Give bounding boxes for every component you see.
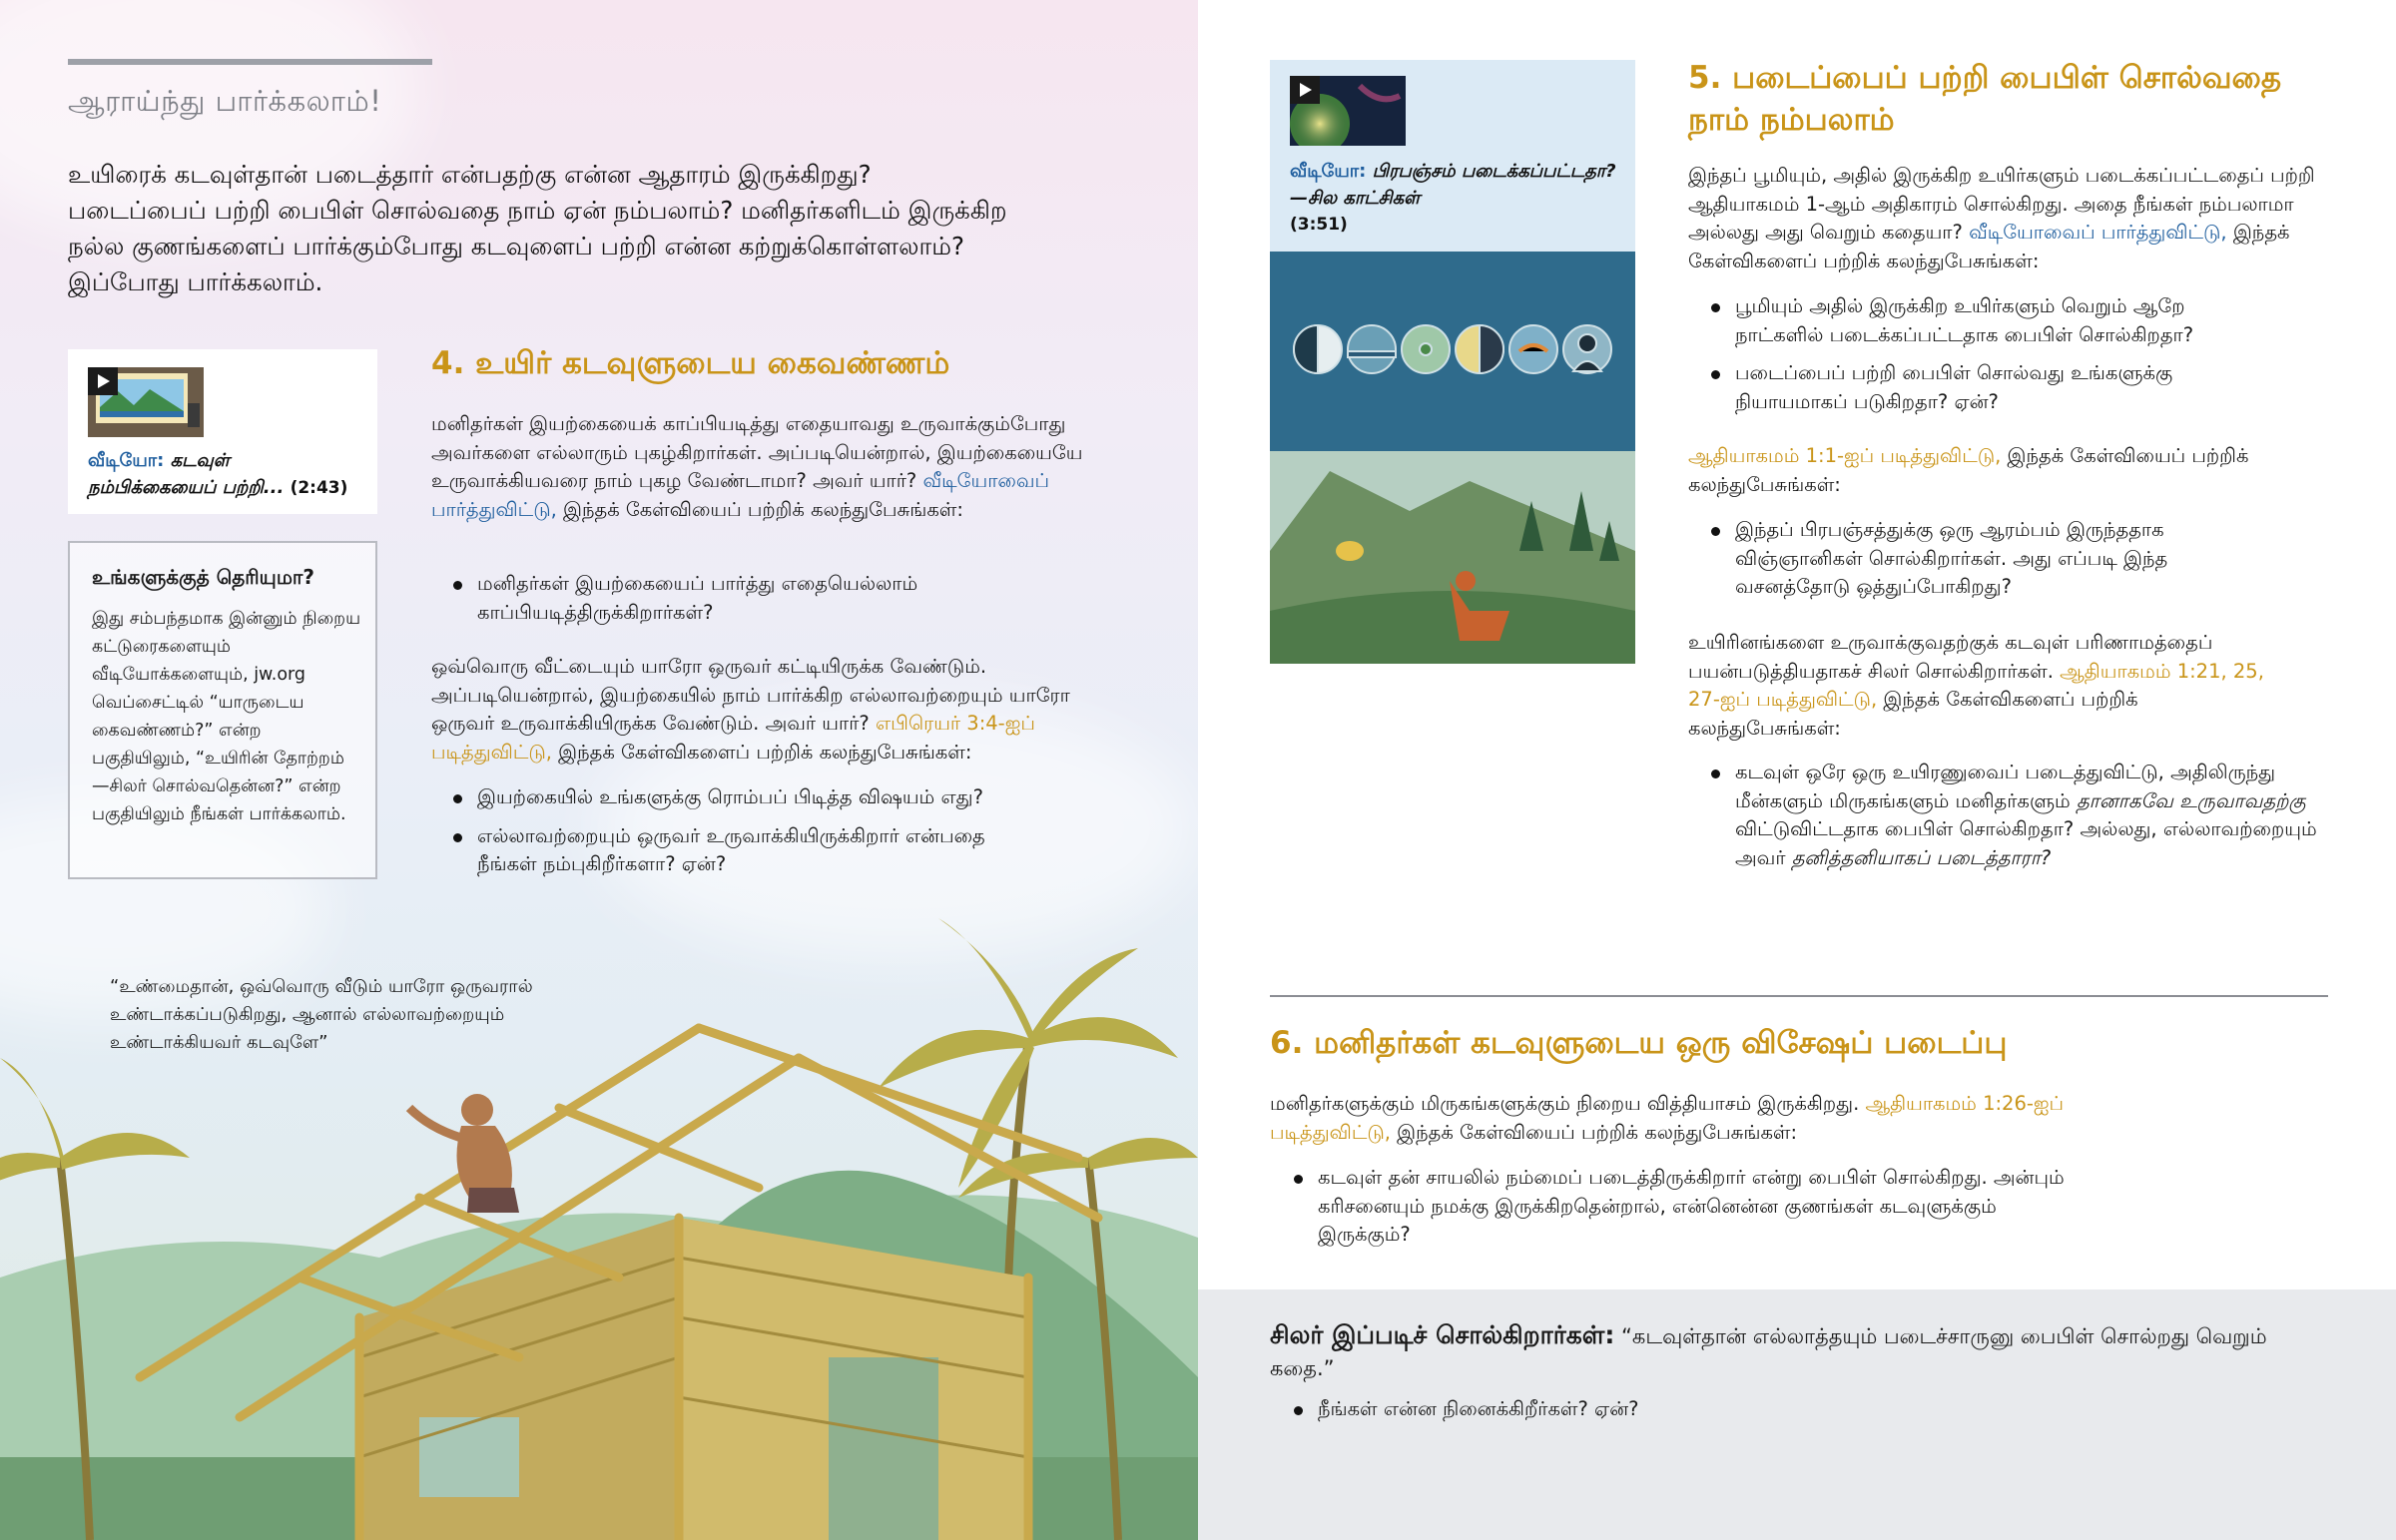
watch-video-link[interactable]: வீடியோவைப் பார்த்துவிட்டு, [431, 469, 1050, 521]
section-6-title: 6. மனிதர்கள் கடவுளுடைய ஒரு விசேஷப் படைப்பு [1270, 1025, 2008, 1061]
section-4-paragraph-1 [431, 410, 1120, 524]
bullet-item: பூமியும் அதில் இருக்கிற உயிர்களும் வெறும் ஆறே நாட்களில் படைக்கப்பட்டதாக பைபிள் சொல்கிறதா? [1705, 292, 2264, 349]
s4-p2-end: இந்தக் கேள்விகளைப் பற்றிக் கலந்துபேசுங்கள்: [558, 740, 972, 764]
section-5-bullets-2 [1705, 516, 2264, 612]
s6-p1-end: இந்தக் கேள்வியைப் பற்றிக் கலந்துபேசுங்கள்: [1397, 1120, 1798, 1144]
objection-box [1198, 1289, 2396, 1540]
b3i1: தானாகவே உருவாவதற்கு [2076, 788, 2306, 812]
section-4-title: 4. உயிர் கடவுளுடைய கைவண்ணம் [431, 345, 950, 381]
objection-text: “கடவுள்தான் எல்லாத்தயும் படைச்சாருனு பைபிள் சொல்றது வெறும் கதை.” [1270, 1324, 2267, 1380]
s5-p2-end: இந்தக் கேள்வியைப் பற்றிக் கலந்துபேசுங்கள்: [1688, 444, 2249, 496]
video-card-universe[interactable] [1270, 60, 1635, 664]
s5-p1-text: இந்தப் பூமியும், அதில் இருக்கிற உயிர்களும் படைக்கப்பட்டதைப் பற்றி ஆதியாகமம் 1-ஆம் அதிகாரம் சொல்கிறது. அதை நீங்கள் நம்பலாமா அல்லது அது வெறும் கதையா? [1688, 164, 2315, 244]
video-title: பிரபஞ்சம் படைக்கப்பட்டதா?—சில காட்சிகள் [1290, 161, 1616, 209]
scripture-link-genesis-1-26[interactable]: ஆதியாகமம் 1:26-ஐப் படித்துவிட்டு, [1270, 1092, 2065, 1144]
section-5-paragraph-2 [1688, 442, 2327, 499]
bullet-item: படைப்பைப் பற்றி பைபிள் சொல்வது உங்களுக்கு நியாயமாகப் படுகிறதா? ஏன்? [1705, 359, 2264, 416]
section-6-bullets [1288, 1164, 2067, 1260]
section-6-paragraph [1270, 1090, 2168, 1147]
objection-label: சிலர் இப்படிச் சொல்கிறார்கள்: [1270, 1320, 1615, 1349]
bamboo-house-illustration [0, 858, 1198, 1540]
bullet-item: இயற்கையில் உங்களுக்கு ரொம்பப் பிடித்த விஷயம் எது? [447, 783, 1046, 812]
video-prefix: வீடியோ: [88, 450, 165, 471]
did-you-know-box [68, 541, 377, 879]
play-icon[interactable] [88, 367, 118, 395]
s6-p1-text: மனிதர்களுக்கும் மிருகங்களுக்கும் நிறைய வித்தியாசம் இருக்கிறது. [1270, 1092, 1860, 1115]
video-title: கடவுள் நம்பிக்கையைப் பற்றி... [88, 450, 285, 498]
bullet-item: கடவுள் தன் சாயலில் நம்மைப் படைத்திருக்கிறார் என்று பைபிள் சொல்கிறது. அன்பும் கரிசனையும் நமக்கு இருக்கிறதென்றால், என்னென்ன குணங்கள் கடவுளுக்கும் இருக்கும்? [1288, 1164, 2067, 1250]
scripture-link-genesis-1-21[interactable]: ஆதியாகமம் 1:21, 25, 27-ஐப் படித்துவிட்டு, [1688, 659, 2264, 711]
bullet-item [1705, 759, 2334, 872]
s4-p1-text: மனிதர்கள் இயற்கையைக் காப்பியடித்து எதையாவது உருவாக்கும்போது அவர்களை எல்லாரும் புகழ்கிறார்கள். அப்படியென்றால், இயற்கையையே உருவாக்கியவரை நாம் புகழ வேண்டாமா? அவர் யார்? [431, 412, 1083, 492]
scripture-link-genesis-1-1[interactable]: ஆதியாகமம் 1:1-ஐப் படித்துவிட்டு, [1688, 444, 2002, 467]
s4-p2-text: ஒவ்வொரு வீட்டையும் யாரோ ஒருவர் கட்டியிருக்க வேண்டும். அப்படியென்றால், இயற்கையில் நாம் பார்க்கிற எல்லாவற்றையும் யாரோ ஒருவர் உருவாக்கியிருக்க வேண்டும். அவர் யார்? [431, 655, 1070, 735]
section-divider [1270, 995, 2328, 997]
bullet-item: மனிதர்கள் இயற்கையைப் பார்த்து எதையெல்லாம் காப்பியடித்திருக்கிறார்கள்? [447, 570, 1006, 627]
video-duration: (2:43) [290, 478, 348, 498]
section-5-bullets-1 [1705, 292, 2264, 426]
section-4-paragraph-2 [431, 653, 1120, 767]
video-duration: (3:51) [1290, 215, 1348, 235]
bullet-item: நீங்கள் என்ன நினைக்கிறீர்கள்? ஏன்? [1288, 1395, 1887, 1424]
play-icon[interactable] [1290, 76, 1320, 104]
did-you-know-title: உங்களுக்குத் தெரியுமா? [92, 565, 314, 589]
b3i2: தனித்தனியாகப் படைத்தாரா? [1791, 845, 2052, 869]
b3b: விட்டுவிட்டதாக பைபிள் சொல்கிறதா? அல்லது, எல்லாவற்றையும் அவர் [1735, 817, 2317, 869]
kicker-heading: ஆராய்ந்து பார்க்கலாம்! [68, 84, 382, 118]
section-5-bullets-3 [1705, 759, 2334, 882]
scripture-quote: “உண்மைதான், ஒவ்வொரு வீடும் யாரோ ஒருவரால் உண்டாக்கப்படுகிறது, ஆனால் எல்லாவற்றையும் உண்டாக்கியவர் கடவுளே” [110, 976, 533, 1053]
kicker-rule [68, 59, 432, 65]
video-prefix: வீடியோ: [1290, 161, 1367, 182]
video-card-faith[interactable] [68, 349, 377, 514]
did-you-know-text: இது சம்பந்தமாக இன்னும் நிறைய கட்டுரைகளையும் வீடியோக்களையும், jw.org வெப்சைட்டில் “யாருடைய கைவண்ணம்?” என்ற பகுதியிலும், “உயிரின் தோற்றம் —சிலர் சொல்வதென்ன?” என்ற பகுதியிலும் நீங்கள் பார்க்கலாம். [92, 609, 361, 824]
video-thumbnail[interactable] [1290, 76, 1406, 146]
section-5-paragraph-3 [1688, 629, 2287, 743]
section-4-bullets-1 [447, 570, 1006, 637]
s5-p3-end: இந்தக் கேள்விகளைப் பற்றிக் கலந்துபேசுங்கள்: [1688, 688, 2138, 740]
s4-p1-end: இந்தக் கேள்வியைப் பற்றிக் கலந்துபேசுங்கள்: [563, 497, 963, 521]
scripture-link-hebrews[interactable]: எபிரெயர் 3:4-ஐப் படித்துவிட்டு, [431, 712, 1035, 764]
section-5-title: 5. படைப்பைப் பற்றி பைபிள் சொல்வதை நாம் நம்பலாம் [1688, 60, 2282, 138]
video-thumbnail[interactable] [88, 367, 204, 437]
intro-paragraph: உயிரைக் கடவுள்தான் படைத்தார் என்பதற்கு என்ன ஆதாரம் இருக்கிறது? படைப்பைப் பற்றி பைபிள் சொல்வதை நாம் ஏன் நம்பலாம்? மனிதர்களிடம் இருக்கிற நல்ல குணங்களைப் பார்க்கும்போது கடவுளைப் பற்றி என்ன கற்றுக்கொள்ளலாம்? இப்போது பார்க்கலாம். [68, 160, 1007, 296]
bullet-item: இந்தப் பிரபஞ்சத்துக்கு ஒரு ஆரம்பம் இருந்ததாக விஞ்ஞானிகள் சொல்கிறார்கள். அது எப்படி இந்த வசனத்தோடு ஒத்துப்போகிறது? [1705, 516, 2264, 602]
watch-video-link[interactable]: வீடியோவைப் பார்த்துவிட்டு, [1969, 221, 2227, 244]
s5-p3-text: உயிரினங்களை உருவாக்குவதற்குக் கடவுள் பரிணாமத்தைப் பயன்படுத்தியதாகச் சிலர் சொல்கிறார்கள். [1688, 631, 2213, 683]
section-5-paragraph-1 [1688, 162, 2327, 275]
video-caption-faith[interactable] [88, 447, 362, 502]
bullet-item: எல்லாவற்றையும் ஒருவர் உருவாக்கியிருக்கிறார் என்பதை நீங்கள் நம்புகிறீர்களா? ஏன்? [447, 822, 1046, 879]
creation-days-illustration [1270, 252, 1635, 664]
objection-bullets [1288, 1395, 1887, 1434]
video-caption-universe[interactable] [1290, 158, 1619, 239]
s5-p1-end: இந்தக் கேள்விகளைப் பற்றிக் கலந்துபேசுங்கள்: [1688, 221, 2290, 272]
objection-statement [1270, 1319, 2268, 1384]
b3a: கடவுள் ஒரே ஒரு உயிரணுவைப் படைத்துவிட்டு, அதிலிருந்து மீன்களும் மிருகங்களும் மனிதர்களும் [1735, 761, 2276, 812]
